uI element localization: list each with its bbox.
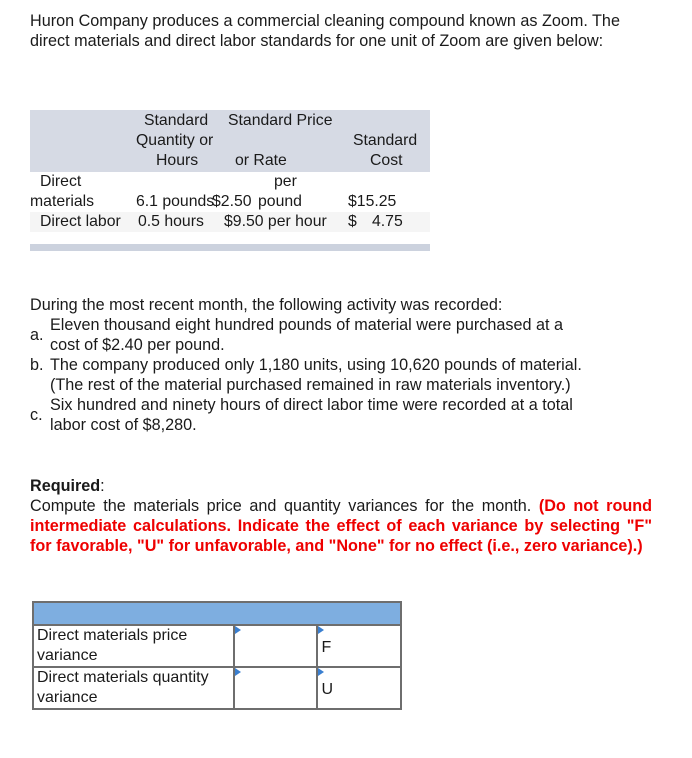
standards-row-direct-materials (30, 172, 430, 212)
standards-table-header (30, 110, 430, 172)
row-quantity: 0.5 hours (138, 213, 204, 230)
dropdown-marker-icon (318, 626, 324, 634)
standards-table-footer (30, 244, 430, 251)
item-line2: (The rest of the material purchased remained in raw materials inventory.) (50, 376, 571, 394)
row-label-line1: Direct (40, 173, 82, 190)
required-label: Required (30, 477, 101, 495)
row-cost-symbol: $ (348, 213, 357, 230)
item-letter: a. (30, 326, 44, 344)
answer-table-header (33, 602, 401, 625)
answer-row-quantity-variance (33, 667, 401, 709)
item-line2: cost of $2.40 per pound. (50, 336, 225, 354)
row-cost: 4.75 (372, 213, 403, 230)
item-line1: Eleven thousand eight hundred pounds of material were purchased at a (50, 316, 563, 334)
header-quantity-line3: Hours (156, 152, 199, 169)
activity-item-a (30, 315, 650, 355)
item-letter: b. (30, 356, 44, 374)
required-colon: : (100, 477, 105, 495)
price-variance-amount-input[interactable] (234, 625, 317, 667)
dropdown-marker-icon (318, 668, 324, 676)
standards-row-direct-labor (30, 212, 430, 232)
row-quantity: 6.1 pounds (136, 193, 215, 210)
effect-value: F (321, 639, 332, 656)
row-price-amount: $2.50 (212, 193, 252, 210)
header-quantity-line1: Standard (144, 112, 209, 129)
price-variance-effect-select[interactable] (317, 625, 401, 667)
required-text: Compute the materials price and quantity variances for the month. (30, 497, 539, 515)
standards-table (30, 110, 430, 251)
activity-section (30, 295, 650, 435)
dropdown-marker-icon (235, 668, 241, 676)
activity-item-b (30, 355, 650, 395)
answer-row-price-variance (33, 625, 401, 667)
row-label: Direct materials price variance (33, 625, 234, 667)
item-line1: Six hundred and ninety hours of direct labor time were recorded at a total (50, 396, 573, 414)
row-label-line2: materials (30, 193, 95, 210)
item-line1: The company produced only 1,180 units, using 10,620 pounds of material. (50, 356, 582, 374)
required-section (30, 476, 652, 556)
problem-intro: Huron Company produces a commercial cleaning compound known as Zoom. The direct materials and direct labor standards for one unit of Zoom are given below: (30, 12, 620, 50)
row-cost: $15.25 (348, 193, 397, 210)
quantity-variance-amount-input[interactable] (234, 667, 317, 709)
row-price-unit-line2: pound (258, 193, 302, 210)
activity-item-c (30, 395, 650, 435)
header-cost-line1: Standard (353, 132, 418, 149)
activity-intro: During the most recent month, the following activity was recorded: (30, 296, 503, 314)
item-letter: c. (30, 406, 43, 424)
row-price: $9.50 per hour (224, 213, 327, 230)
answer-header-cell (33, 602, 401, 625)
quantity-variance-effect-select[interactable] (317, 667, 401, 709)
row-label: Direct labor (40, 213, 121, 230)
required-instruction: (Do not round intermediate calculations. Indicate the effect of each variance by selecting "F" for favorable, "U" for unfavorable, and "None" for no effect (i.e., zero variance).) (30, 497, 652, 555)
header-price-line2: or Rate (235, 152, 287, 169)
header-quantity-line2: Quantity or (136, 132, 214, 149)
row-price-unit-line1: per (274, 173, 297, 190)
dropdown-marker-icon (235, 626, 241, 634)
variance-answer-table (32, 601, 402, 710)
header-price-line1: Standard Price (228, 112, 333, 129)
header-cost-line2: Cost (370, 152, 403, 169)
item-line2: labor cost of $8,280. (50, 416, 197, 434)
effect-value: U (321, 681, 334, 698)
required-body (30, 496, 652, 556)
row-label: Direct materials quantity variance (33, 667, 234, 709)
